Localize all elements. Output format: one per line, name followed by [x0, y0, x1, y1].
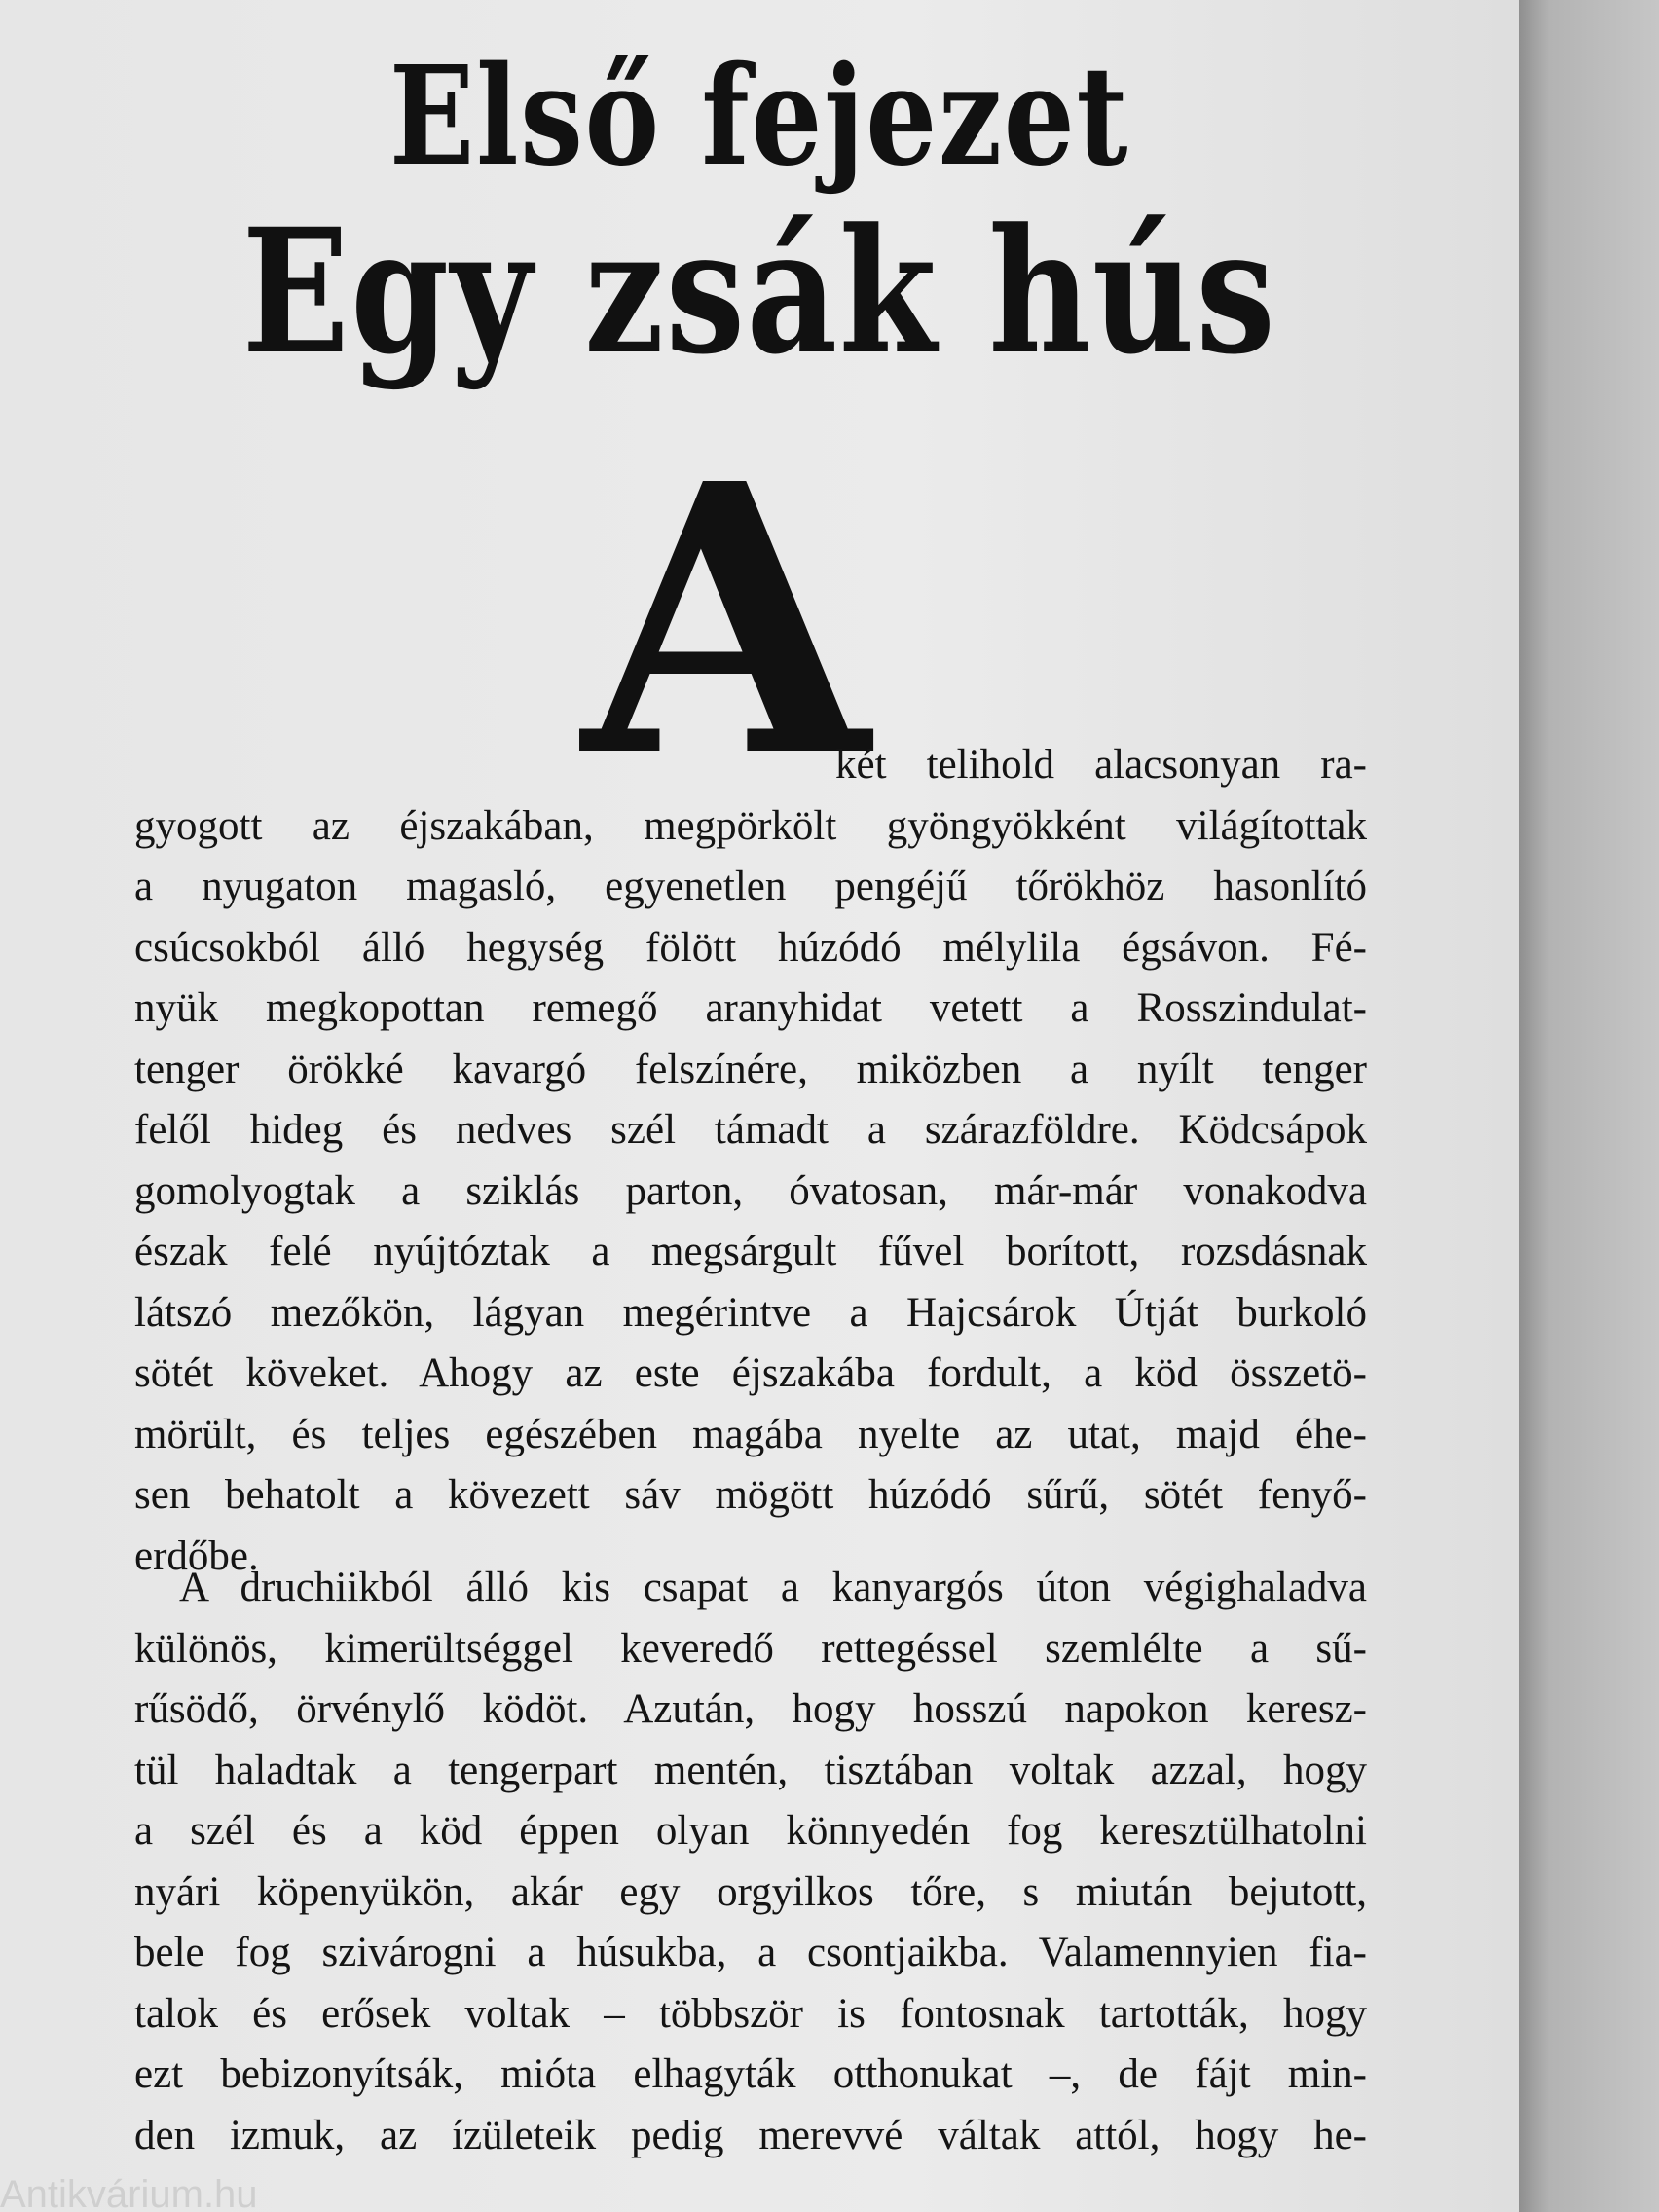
paragraph-2	[134, 1558, 1367, 2166]
text-line: a nyugaton magasló, egyenetlen pengéjű tőrökhöz hasonlító	[134, 864, 1367, 909]
text-line: észak felé nyújtóztak a megsárgult fűvel borított, rozsdásnak	[134, 1229, 1367, 1274]
chapter-title: Egy zsák hús	[241, 191, 1277, 392]
text-line: sötét köveket. Ahogy az este éjszakába fordult, a köd összetö-	[134, 1350, 1367, 1396]
text-line: nyári köpenyükön, akár egy orgyilkos tőre, s miután bejutott,	[134, 1868, 1367, 1915]
text-line: talok és erősek voltak – többször is fontosnak tartották, hogy	[134, 1990, 1367, 2037]
text-line: gyogott az éjszakában, megpörkölt gyöngyökként világítottak	[134, 802, 1367, 849]
drop-cap: A	[582, 403, 869, 838]
chapter-number: Első fejezet	[388, 37, 1130, 197]
text-line: látszó mezőkön, lágyan megérintve a Hajcsárok Útját burkoló	[134, 1289, 1367, 1336]
text-line: a szél és a köd éppen olyan könnyedén fog keresztülhatolni	[134, 1808, 1367, 1854]
text-line: tenger örökké kavargó felszínére, miközben a nyílt tenger	[134, 1046, 1367, 1092]
text-line: különös, kimerültséggel keveredő rettegéssel szemlélte a sű-	[134, 1625, 1367, 1672]
text-line: tül haladtak a tengerpart mentén, tisztában voltak azzal, hogy	[134, 1747, 1367, 1793]
text-line: rűsödő, örvénylő ködöt. Azután, hogy hosszú napokon keresz-	[134, 1686, 1367, 1732]
text-line: mörült, és teljes egészében magába nyelte az utat, majd éhe-	[134, 1411, 1367, 1457]
text-line: den izmuk, az ízületeik pedig merevvé váltak attól, hogy he-	[134, 2112, 1367, 2158]
text-line: gomolyogtak a sziklás parton, óvatosan, már-már vonakodva	[134, 1167, 1367, 1214]
text-line: erdőbe.	[134, 1532, 259, 1579]
paragraph-1	[134, 735, 1367, 1587]
text-line: bele fog szivárogni a húsukba, a csontjaikba. Valamennyien fia-	[134, 1930, 1367, 1975]
text-line: sen behatolt a kövezett sáv mögött húzódó sűrű, sötét fenyő-	[134, 1472, 1367, 1518]
text-line: A druchiikból álló kis csapat a kanyargós úton végighaladva	[179, 1565, 1367, 1610]
text-line: csúcsokból álló hegység fölött húzódó mélylila égsávon. Fé-	[134, 924, 1367, 971]
adjacent-page-edge	[1519, 0, 1659, 2212]
watermark: Antikvárium.hu	[0, 2173, 258, 2212]
text-line: felől hideg és nedves szél támadt a szárazföldre. Ködcsápok	[134, 1107, 1367, 1153]
text-line: két telihold alacsonyan ra-	[835, 742, 1367, 788]
text-line: ezt bebizonyítsák, mióta elhagyták otthonukat –, de fájt min-	[134, 2051, 1367, 2097]
text-line: nyük megkopottan remegő aranyhidat vetett a Rosszindulat-	[134, 985, 1367, 1031]
